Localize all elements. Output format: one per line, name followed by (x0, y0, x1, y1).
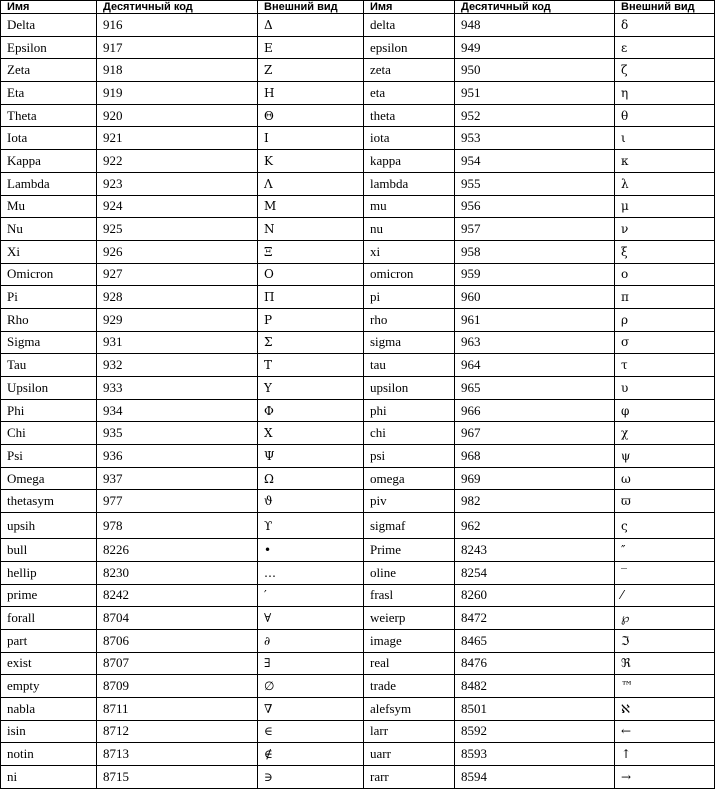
cell-appearance-2: σ (615, 331, 715, 354)
cell-appearance: Ν (258, 218, 364, 241)
table-row (1, 127, 715, 150)
cell-appearance-2: ℑ (615, 629, 715, 652)
header-row (1, 1, 715, 14)
cell-code: 978 (97, 513, 258, 539)
cell-code: 929 (97, 308, 258, 331)
cell-code: 935 (97, 422, 258, 445)
table-row (1, 82, 715, 105)
cell-code-2: 952 (455, 104, 615, 127)
cell-appearance: ∀ (258, 607, 364, 630)
cell-name-2: iota (364, 127, 455, 150)
cell-appearance: Ρ (258, 308, 364, 331)
table-row (1, 490, 715, 513)
cell-appearance: Θ (258, 104, 364, 127)
cell-appearance: Π (258, 286, 364, 309)
cell-code-2: 8592 (455, 720, 615, 743)
cell-name: Omega (1, 467, 97, 490)
cell-name: Rho (1, 308, 97, 331)
cell-appearance-2: π (615, 286, 715, 309)
cell-code: 921 (97, 127, 258, 150)
cell-code-2: 956 (455, 195, 615, 218)
cell-name: Eta (1, 82, 97, 105)
cell-name-2: sigma (364, 331, 455, 354)
cell-name: nabla (1, 697, 97, 720)
cell-name: bull (1, 539, 97, 562)
cell-code: 916 (97, 14, 258, 37)
cell-appearance: Μ (258, 195, 364, 218)
cell-name-2: piv (364, 490, 455, 513)
cell-code-2: 8254 (455, 561, 615, 584)
cell-code: 8704 (97, 607, 258, 630)
table-row (1, 150, 715, 173)
table-row (1, 629, 715, 652)
cell-code-2: 955 (455, 172, 615, 195)
cell-appearance: ∇ (258, 697, 364, 720)
cell-name: Tau (1, 354, 97, 377)
header-code-2: Десятичный код (455, 1, 615, 14)
cell-name-2: Prime (364, 539, 455, 562)
table-row (1, 354, 715, 377)
cell-code-2: 8472 (455, 607, 615, 630)
cell-code-2: 964 (455, 354, 615, 377)
cell-code-2: 954 (455, 150, 615, 173)
cell-code: 8226 (97, 539, 258, 562)
cell-name: Lambda (1, 172, 97, 195)
cell-appearance: • (258, 539, 364, 562)
cell-name-2: phi (364, 399, 455, 422)
cell-name-2: frasl (364, 584, 455, 607)
cell-name: Nu (1, 218, 97, 241)
cell-name: exist (1, 652, 97, 675)
cell-appearance-2: ρ (615, 308, 715, 331)
cell-code-2: 960 (455, 286, 615, 309)
cell-appearance: Ζ (258, 59, 364, 82)
cell-code: 934 (97, 399, 258, 422)
cell-name: Psi (1, 445, 97, 468)
cell-name: Mu (1, 195, 97, 218)
cell-appearance-2: ε (615, 36, 715, 59)
table-row (1, 240, 715, 263)
cell-appearance: ϑ (258, 490, 364, 513)
cell-code: 924 (97, 195, 258, 218)
table-row (1, 561, 715, 584)
cell-name-2: uarr (364, 743, 455, 766)
cell-name: Delta (1, 14, 97, 37)
table-row (1, 607, 715, 630)
cell-appearance-2: ξ (615, 240, 715, 263)
cell-name-2: epsilon (364, 36, 455, 59)
cell-appearance: Υ (258, 377, 364, 400)
cell-code-2: 8476 (455, 652, 615, 675)
cell-name: Chi (1, 422, 97, 445)
cell-appearance-2: ι (615, 127, 715, 150)
cell-appearance: ′ (258, 584, 364, 607)
cell-code-2: 966 (455, 399, 615, 422)
cell-appearance: Ω (258, 467, 364, 490)
cell-appearance-2: υ (615, 377, 715, 400)
cell-name: hellip (1, 561, 97, 584)
cell-appearance-2: χ (615, 422, 715, 445)
cell-code-2: 963 (455, 331, 615, 354)
header-name: Имя (1, 1, 97, 14)
cell-appearance: Ε (258, 36, 364, 59)
cell-appearance-2: φ (615, 399, 715, 422)
cell-appearance-2: ↑ (615, 743, 715, 766)
cell-name: empty (1, 675, 97, 698)
cell-appearance-2: ™ (615, 675, 715, 698)
cell-code: 8715 (97, 766, 258, 789)
cell-name: forall (1, 607, 97, 630)
cell-name-2: lambda (364, 172, 455, 195)
cell-name: part (1, 629, 97, 652)
cell-name-2: chi (364, 422, 455, 445)
cell-code: 917 (97, 36, 258, 59)
table-row (1, 331, 715, 354)
cell-code-2: 959 (455, 263, 615, 286)
cell-code-2: 958 (455, 240, 615, 263)
cell-appearance: Φ (258, 399, 364, 422)
header-name-2: Имя (364, 1, 455, 14)
cell-code: 928 (97, 286, 258, 309)
table-row (1, 263, 715, 286)
cell-code: 977 (97, 490, 258, 513)
cell-code: 920 (97, 104, 258, 127)
cell-code-2: 948 (455, 14, 615, 37)
cell-appearance: Σ (258, 331, 364, 354)
cell-code-2: 8594 (455, 766, 615, 789)
cell-code-2: 950 (455, 59, 615, 82)
cell-name-2: sigmaf (364, 513, 455, 539)
header-code: Десятичный код (97, 1, 258, 14)
cell-code: 933 (97, 377, 258, 400)
cell-name-2: larr (364, 720, 455, 743)
cell-code: 937 (97, 467, 258, 490)
cell-code-2: 967 (455, 422, 615, 445)
cell-name: ni (1, 766, 97, 789)
cell-appearance-2: θ (615, 104, 715, 127)
cell-name-2: eta (364, 82, 455, 105)
cell-appearance-2: ℘ (615, 607, 715, 630)
cell-code-2: 949 (455, 36, 615, 59)
table-row (1, 652, 715, 675)
table-row (1, 14, 715, 37)
cell-appearance: Ο (258, 263, 364, 286)
cell-name: Epsilon (1, 36, 97, 59)
cell-appearance-2: ψ (615, 445, 715, 468)
cell-code: 923 (97, 172, 258, 195)
cell-appearance: Λ (258, 172, 364, 195)
table-row (1, 584, 715, 607)
cell-code-2: 982 (455, 490, 615, 513)
cell-code: 8711 (97, 697, 258, 720)
cell-name: Kappa (1, 150, 97, 173)
cell-code: 926 (97, 240, 258, 263)
table-row (1, 172, 715, 195)
cell-appearance: Ψ (258, 445, 364, 468)
cell-appearance: ∅ (258, 675, 364, 698)
table-row (1, 195, 715, 218)
cell-name: Zeta (1, 59, 97, 82)
cell-name-2: upsilon (364, 377, 455, 400)
cell-code: 925 (97, 218, 258, 241)
cell-name-2: xi (364, 240, 455, 263)
table-row (1, 697, 715, 720)
cell-name-2: zeta (364, 59, 455, 82)
table-row (1, 422, 715, 445)
cell-name: Omicron (1, 263, 97, 286)
cell-name: isin (1, 720, 97, 743)
table-row (1, 399, 715, 422)
table-row (1, 513, 715, 539)
table-row (1, 308, 715, 331)
cell-name-2: nu (364, 218, 455, 241)
table-row (1, 467, 715, 490)
cell-appearance-2: ν (615, 218, 715, 241)
table-row (1, 539, 715, 562)
cell-name-2: theta (364, 104, 455, 127)
cell-code-2: 8465 (455, 629, 615, 652)
table-row (1, 36, 715, 59)
cell-appearance-2: ⁄ (615, 584, 715, 607)
cell-code: 8712 (97, 720, 258, 743)
cell-name-2: omicron (364, 263, 455, 286)
cell-code-2: 8593 (455, 743, 615, 766)
cell-appearance: Η (258, 82, 364, 105)
cell-code: 919 (97, 82, 258, 105)
cell-appearance-2: ω (615, 467, 715, 490)
cell-name: Sigma (1, 331, 97, 354)
table-row (1, 720, 715, 743)
cell-name-2: delta (364, 14, 455, 37)
cell-appearance-2: ο (615, 263, 715, 286)
cell-name: Phi (1, 399, 97, 422)
cell-code: 8242 (97, 584, 258, 607)
cell-code-2: 962 (455, 513, 615, 539)
cell-code: 918 (97, 59, 258, 82)
table-row (1, 286, 715, 309)
table-row (1, 218, 715, 241)
cell-appearance-2: ℜ (615, 652, 715, 675)
cell-name-2: omega (364, 467, 455, 490)
cell-appearance: Ξ (258, 240, 364, 263)
cell-name: notin (1, 743, 97, 766)
cell-code: 8709 (97, 675, 258, 698)
cell-name-2: pi (364, 286, 455, 309)
table-row (1, 104, 715, 127)
cell-name: Upsilon (1, 377, 97, 400)
cell-appearance: ∃ (258, 652, 364, 675)
cell-name: Theta (1, 104, 97, 127)
cell-code: 8706 (97, 629, 258, 652)
cell-appearance-2: μ (615, 195, 715, 218)
cell-code-2: 965 (455, 377, 615, 400)
cell-code: 8707 (97, 652, 258, 675)
cell-name-2: trade (364, 675, 455, 698)
cell-appearance-2: ℵ (615, 697, 715, 720)
cell-code-2: 968 (455, 445, 615, 468)
cell-appearance-2: η (615, 82, 715, 105)
cell-code: 8713 (97, 743, 258, 766)
cell-appearance: ∂ (258, 629, 364, 652)
cell-name-2: weierp (364, 607, 455, 630)
cell-code: 932 (97, 354, 258, 377)
cell-code-2: 951 (455, 82, 615, 105)
cell-appearance: Χ (258, 422, 364, 445)
cell-name-2: real (364, 652, 455, 675)
cell-appearance-2: τ (615, 354, 715, 377)
cell-appearance-2: κ (615, 150, 715, 173)
table-row (1, 766, 715, 789)
cell-appearance-2: ζ (615, 59, 715, 82)
cell-name-2: mu (364, 195, 455, 218)
cell-name-2: oline (364, 561, 455, 584)
cell-code-2: 957 (455, 218, 615, 241)
cell-name-2: psi (364, 445, 455, 468)
cell-code-2: 8482 (455, 675, 615, 698)
cell-name-2: rarr (364, 766, 455, 789)
cell-appearance: … (258, 561, 364, 584)
table-row (1, 675, 715, 698)
cell-code: 922 (97, 150, 258, 173)
cell-code: 8230 (97, 561, 258, 584)
table-row (1, 377, 715, 400)
table-row (1, 445, 715, 468)
cell-appearance: Κ (258, 150, 364, 173)
cell-appearance: Ι (258, 127, 364, 150)
cell-code-2: 969 (455, 467, 615, 490)
cell-code-2: 953 (455, 127, 615, 150)
cell-appearance: Τ (258, 354, 364, 377)
cell-appearance-2: → (615, 766, 715, 789)
cell-appearance-2: ″ (615, 539, 715, 562)
header-appearance-2: Внешний вид (615, 1, 715, 14)
table-row (1, 743, 715, 766)
cell-name: upsih (1, 513, 97, 539)
cell-appearance: ∈ (258, 720, 364, 743)
cell-name: Xi (1, 240, 97, 263)
cell-code: 927 (97, 263, 258, 286)
cell-name-2: tau (364, 354, 455, 377)
cell-name-2: alefsym (364, 697, 455, 720)
cell-appearance: Δ (258, 14, 364, 37)
header-appearance: Внешний вид (258, 1, 364, 14)
cell-name: Pi (1, 286, 97, 309)
cell-appearance-2: ← (615, 720, 715, 743)
cell-appearance: ϒ (258, 513, 364, 539)
cell-name: Iota (1, 127, 97, 150)
cell-code-2: 8243 (455, 539, 615, 562)
cell-code: 936 (97, 445, 258, 468)
cell-name: prime (1, 584, 97, 607)
table-row (1, 59, 715, 82)
cell-code-2: 8501 (455, 697, 615, 720)
cell-code: 931 (97, 331, 258, 354)
cell-appearance-2: δ (615, 14, 715, 37)
cell-code-2: 961 (455, 308, 615, 331)
cell-name: thetasym (1, 490, 97, 513)
cell-appearance-2: ς (615, 513, 715, 539)
cell-appearance-2: λ (615, 172, 715, 195)
cell-appearance-2: ϖ (615, 490, 715, 513)
cell-name-2: rho (364, 308, 455, 331)
cell-appearance: ∉ (258, 743, 364, 766)
cell-name-2: kappa (364, 150, 455, 173)
cell-appearance: ∋ (258, 766, 364, 789)
cell-code-2: 8260 (455, 584, 615, 607)
cell-name-2: image (364, 629, 455, 652)
cell-appearance-2: ‾ (615, 561, 715, 584)
